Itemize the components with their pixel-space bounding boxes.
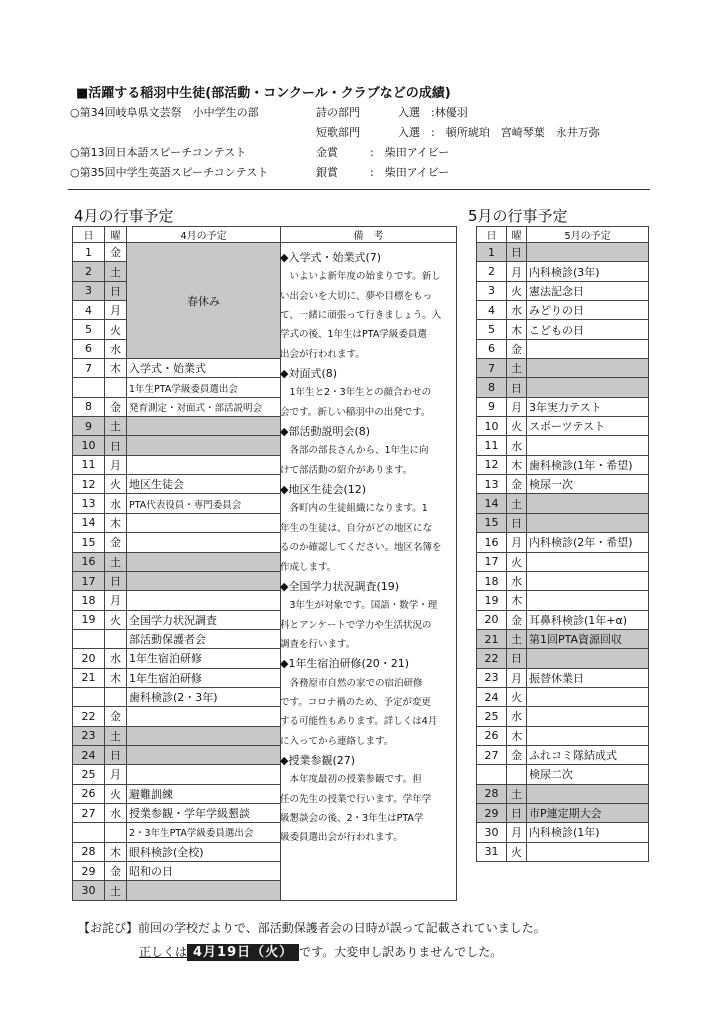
remarks-line: るのか確認してください。地区名簿を — [280, 542, 442, 554]
day-cell — [73, 629, 105, 648]
day-cell: 8 — [73, 397, 105, 416]
day-cell: 22 — [477, 649, 507, 668]
table-row — [477, 378, 649, 397]
day-cell: 15 — [73, 533, 105, 552]
april-header-plan: 4月の予定 — [127, 227, 281, 243]
event-cell: 眼科検診(全校) — [127, 842, 281, 861]
remarks-line: ◆全国学力状況調査(19) — [280, 579, 400, 593]
may-header-plan: 5月の予定 — [527, 227, 649, 243]
day-cell: 10 — [73, 436, 105, 455]
activity-poem-category: 詩の部門 — [316, 106, 360, 119]
table-row — [477, 745, 649, 764]
event-cell — [127, 726, 281, 745]
weekday-cell: 水 — [105, 339, 127, 358]
day-cell: 18 — [73, 591, 105, 610]
event-cell — [127, 436, 281, 455]
weekday-cell: 木 — [507, 320, 527, 339]
weekday-cell: 水 — [507, 301, 527, 320]
day-cell: 16 — [477, 533, 507, 552]
weekday-cell: 日 — [507, 378, 527, 397]
day-cell: 22 — [73, 707, 105, 726]
weekday-cell: 水 — [507, 707, 527, 726]
day-cell: 8 — [477, 378, 507, 397]
event-cell: みどりの日 — [527, 301, 649, 320]
day-cell: 16 — [73, 552, 105, 571]
weekday-cell: 土 — [105, 262, 127, 281]
day-cell: 3 — [73, 281, 105, 300]
weekday-cell: 火 — [105, 475, 127, 494]
weekday-cell: 水 — [507, 436, 527, 455]
weekday-cell: 火 — [507, 281, 527, 300]
weekday-cell — [105, 378, 127, 397]
day-cell: 23 — [477, 668, 507, 687]
weekday-cell: 金 — [507, 475, 527, 494]
activity-tanka-category: 短歌部門 — [316, 126, 360, 139]
event-cell: 検尿一次 — [527, 475, 649, 494]
may-header-week: 曜 — [507, 227, 527, 243]
day-cell: 30 — [477, 823, 507, 842]
weekday-cell: 月 — [507, 823, 527, 842]
day-cell: 18 — [477, 571, 507, 590]
remarks-line: ◆1年生宿泊研修(20・21) — [280, 657, 410, 671]
day-cell: 2 — [477, 262, 507, 281]
weekday-cell: 土 — [105, 417, 127, 436]
weekday-cell — [105, 687, 127, 706]
day-cell: 26 — [477, 726, 507, 745]
corrected-date: 4月19日（火） — [187, 944, 299, 961]
table-row — [477, 243, 649, 262]
day-cell: 29 — [477, 803, 507, 822]
weekday-cell: 木 — [105, 668, 127, 687]
remarks-line: 各務原市自然の家での宿泊研修 — [280, 677, 423, 689]
day-cell: 10 — [477, 417, 507, 436]
table-row — [477, 571, 649, 590]
day-cell: 23 — [73, 726, 105, 745]
event-cell — [527, 571, 649, 590]
event-cell: 全国学力状況調査 — [127, 610, 281, 629]
april-header-remarks: 備 考 — [281, 227, 457, 243]
achievements-heading: ■活躍する稲羽中生徒(部活動・コンクール・クラブなどの成績) — [76, 86, 451, 101]
remarks-line: 調査を行います。 — [280, 638, 356, 650]
weekday-cell: 水 — [507, 571, 527, 590]
weekday-cell: 日 — [507, 243, 527, 262]
remarks-line: ◆地区生徒会(12) — [280, 483, 367, 497]
weekday-cell: 日 — [507, 649, 527, 668]
remarks-line: する可能性もあります。詳しくは4月 — [280, 716, 438, 728]
weekday-cell: 土 — [507, 629, 527, 648]
weekday-cell: 金 — [105, 397, 127, 416]
apology-correction — [139, 941, 502, 960]
weekday-cell: 日 — [507, 803, 527, 822]
april-title: 4月の行事予定 — [74, 207, 174, 225]
weekday-cell — [105, 629, 127, 648]
day-cell: 2 — [73, 262, 105, 281]
remarks-line: ◆部活動説明会(8) — [280, 425, 371, 439]
event-cell — [527, 842, 649, 861]
day-cell: 4 — [73, 301, 105, 320]
remarks-line: 各部の部長さんから、1年生に向 — [280, 445, 429, 457]
weekday-cell: 金 — [507, 339, 527, 358]
day-cell: 28 — [477, 784, 507, 803]
remarks-line: 級懇談会の後、2・3年生はPTA学 — [280, 812, 424, 824]
day-cell: 1 — [73, 243, 105, 262]
event-cell: 部活動保護者会 — [127, 629, 281, 648]
day-cell — [73, 687, 105, 706]
event-cell — [127, 533, 281, 552]
table-row — [477, 494, 649, 513]
table-row — [477, 765, 649, 784]
weekday-cell: 金 — [105, 533, 127, 552]
event-cell: 歯科検診(1年・希望) — [527, 455, 649, 474]
weekday-cell: 日 — [105, 281, 127, 300]
weekday-cell — [105, 823, 127, 842]
remarks-line: ◆授業参観(27) — [280, 753, 356, 767]
event-cell — [527, 726, 649, 745]
day-cell: 11 — [73, 455, 105, 474]
event-cell: 1年生PTA学級委員選出会 — [127, 378, 281, 397]
remarks-line: 科とアンケートで学力や生活状況の — [280, 619, 432, 631]
may-title: 5月の行事予定 — [468, 207, 568, 225]
weekday-cell: 水 — [105, 494, 127, 513]
day-cell — [73, 378, 105, 397]
activity-japanese-prize: 金賞 — [316, 146, 338, 159]
day-cell: 21 — [477, 629, 507, 648]
table-row — [477, 262, 649, 281]
event-cell — [127, 881, 281, 900]
remarks-line: 出会が行われます。 — [280, 348, 365, 360]
table-row — [477, 475, 649, 494]
table-row — [477, 629, 649, 648]
weekday-cell: 火 — [507, 842, 527, 861]
day-cell: 12 — [477, 455, 507, 474]
apology-suffix: です。大変申し訳ありませんでした。 — [299, 945, 503, 959]
weekday-cell: 日 — [105, 745, 127, 764]
remarks-line: いよいよ新年度の始まりです。新し — [280, 271, 441, 283]
weekday-cell: 土 — [507, 359, 527, 378]
event-cell — [127, 417, 281, 436]
day-cell: 26 — [73, 784, 105, 803]
day-cell: 20 — [73, 649, 105, 668]
table-row — [477, 339, 649, 358]
weekday-cell: 木 — [507, 455, 527, 474]
event-cell: ふれコミ隊結成式 — [527, 745, 649, 764]
event-cell: 内科検診(3年) — [527, 262, 649, 281]
remarks-line: い出会いを大切に、夢や目標をもっ — [280, 290, 433, 302]
weekday-cell: 土 — [507, 494, 527, 513]
day-cell: 27 — [73, 803, 105, 822]
event-cell — [127, 513, 281, 532]
weekday-cell: 木 — [105, 842, 127, 861]
table-row — [477, 591, 649, 610]
day-cell: 19 — [477, 591, 507, 610]
activity-english-winner: : 柴田アイビー — [370, 166, 450, 179]
weekday-cell: 火 — [105, 320, 127, 339]
table-row — [477, 726, 649, 745]
event-cell: 避難訓練 — [127, 784, 281, 803]
day-cell: 7 — [477, 359, 507, 378]
activity-japanese-winner: : 柴田アイビー — [370, 146, 450, 159]
table-row — [477, 436, 649, 455]
table-row — [477, 417, 649, 436]
event-cell: 授業参観・学年学級懇談 — [127, 803, 281, 822]
day-cell: 25 — [73, 765, 105, 784]
spring-break-cell: 春休み — [127, 243, 281, 359]
event-cell — [527, 784, 649, 803]
weekday-cell: 月 — [105, 301, 127, 320]
table-row — [477, 301, 649, 320]
event-cell: 内科検診(1年) — [527, 823, 649, 842]
table-row — [477, 687, 649, 706]
event-cell: 3年実力テスト — [527, 397, 649, 416]
activity-poem-result: 入選 :林優羽 — [398, 106, 468, 119]
day-cell: 17 — [477, 552, 507, 571]
table-row — [477, 823, 649, 842]
event-cell — [527, 359, 649, 378]
day-cell — [73, 823, 105, 842]
event-cell — [527, 591, 649, 610]
day-cell: 9 — [477, 397, 507, 416]
day-cell: 17 — [73, 571, 105, 590]
event-cell — [527, 513, 649, 532]
table-row — [477, 707, 649, 726]
day-cell: 5 — [477, 320, 507, 339]
day-cell: 7 — [73, 359, 105, 378]
weekday-cell: 金 — [507, 745, 527, 764]
table-row — [477, 552, 649, 571]
event-cell — [527, 378, 649, 397]
weekday-cell: 火 — [507, 417, 527, 436]
weekday-cell: 月 — [507, 533, 527, 552]
remarks-line: 3年生が対象です。国語・数学・理 — [280, 600, 438, 612]
remarks-line: 学式の後、1年生はPTA学級委員選 — [280, 329, 427, 341]
april-header-day: 日 — [73, 227, 105, 243]
weekday-cell: 水 — [105, 803, 127, 822]
day-cell: 9 — [73, 417, 105, 436]
activity-japanese-speech: ○第13回日本語スピーチコンテスト — [70, 146, 247, 159]
april-header-week: 曜 — [105, 227, 127, 243]
table-row — [477, 320, 649, 339]
event-cell — [127, 591, 281, 610]
weekday-cell: 金 — [105, 862, 127, 881]
event-cell: 憲法記念日 — [527, 281, 649, 300]
april-remarks — [280, 248, 453, 878]
weekday-cell: 木 — [105, 359, 127, 378]
event-cell — [527, 494, 649, 513]
weekday-cell: 日 — [105, 436, 127, 455]
day-cell: 13 — [477, 475, 507, 494]
event-cell: 内科検診(2年・希望) — [527, 533, 649, 552]
weekday-cell: 月 — [507, 262, 527, 281]
event-cell: 発育測定・対面式・部活説明会 — [127, 397, 281, 416]
weekday-cell: 木 — [507, 591, 527, 610]
weekday-cell: 木 — [507, 726, 527, 745]
table-row — [477, 610, 649, 629]
event-cell: 歯科検診(2・3年) — [127, 687, 281, 706]
event-cell — [527, 707, 649, 726]
activity-english-prize: 銀賞 — [316, 166, 338, 179]
day-cell: 31 — [477, 842, 507, 861]
day-cell: 4 — [477, 301, 507, 320]
event-cell: 振替休業日 — [527, 668, 649, 687]
event-cell: 検尿二次 — [527, 765, 649, 784]
may-schedule-table — [476, 226, 649, 862]
weekday-cell: 日 — [105, 571, 127, 590]
remarks-line: です。コロナ禍のため、予定が変更 — [280, 696, 431, 708]
day-cell: 3 — [477, 281, 507, 300]
weekday-cell: 火 — [105, 784, 127, 803]
day-cell: 24 — [477, 687, 507, 706]
april-header-row — [73, 227, 457, 243]
event-cell — [127, 552, 281, 571]
remarks-line: 1年生と2・3年生との顔合わせの — [280, 387, 432, 399]
weekday-cell: 金 — [105, 243, 127, 262]
weekday-cell: 土 — [507, 784, 527, 803]
day-cell: 25 — [477, 707, 507, 726]
remarks-line: 各町内の生徒組織になります。1 — [280, 503, 428, 515]
remarks-line: 会です。新しい稲羽中の出発です。 — [280, 406, 431, 418]
event-cell — [127, 707, 281, 726]
event-cell: 昭和の日 — [127, 862, 281, 881]
event-cell: 入学式・始業式 — [127, 359, 281, 378]
remarks-line: 級委員選出会が行われます。 — [280, 832, 403, 844]
event-cell: PTA代表役員・専門委員会 — [127, 494, 281, 513]
event-cell — [527, 687, 649, 706]
table-row — [477, 668, 649, 687]
event-cell: 1年生宿泊研修 — [127, 649, 281, 668]
table-row — [477, 533, 649, 552]
activity-english-speech: ○第35回中学生英語スピーチコンテスト — [70, 166, 269, 179]
apology-notice: 【お詫び】前回の学校だよりで、部活動保護者会の日時が誤って記載されていました。 — [78, 921, 546, 935]
remarks-line: 年生の生徒は、自分がどの地区にな — [280, 522, 433, 534]
table-row — [477, 281, 649, 300]
day-cell: 14 — [73, 513, 105, 532]
may-header-row — [477, 227, 649, 243]
table-row — [477, 359, 649, 378]
remarks-line: けて部活動の紹介があります。 — [280, 464, 413, 476]
event-cell — [527, 436, 649, 455]
day-cell: 21 — [73, 668, 105, 687]
day-cell: 6 — [477, 339, 507, 358]
weekday-cell: 日 — [507, 513, 527, 532]
day-cell: 14 — [477, 494, 507, 513]
event-cell — [127, 745, 281, 764]
day-cell: 15 — [477, 513, 507, 532]
apology-prefix: 正しくは — [139, 945, 188, 959]
event-cell — [127, 455, 281, 474]
table-row — [477, 397, 649, 416]
day-cell: 24 — [73, 745, 105, 764]
remarks-line: て、一緒に頑張って行きましょう。入 — [280, 310, 442, 322]
day-cell: 6 — [73, 339, 105, 358]
weekday-cell: 月 — [507, 668, 527, 687]
event-cell — [527, 649, 649, 668]
day-cell: 12 — [73, 475, 105, 494]
day-cell: 11 — [477, 436, 507, 455]
event-cell — [127, 765, 281, 784]
table-row — [477, 803, 649, 822]
weekday-cell: 金 — [507, 610, 527, 629]
day-cell: 28 — [73, 842, 105, 861]
may-header-day: 日 — [477, 227, 507, 243]
table-row — [477, 784, 649, 803]
weekday-cell: 土 — [105, 881, 127, 900]
weekday-cell: 月 — [507, 397, 527, 416]
table-row — [477, 842, 649, 861]
event-cell: スポーツテスト — [527, 417, 649, 436]
weekday-cell: 月 — [105, 455, 127, 474]
weekday-cell: 木 — [105, 513, 127, 532]
remarks-line: に入ってから連絡します。 — [280, 735, 394, 747]
event-cell — [527, 339, 649, 358]
event-cell: 第1回PTA資源回収 — [527, 629, 649, 648]
weekday-cell: 月 — [105, 591, 127, 610]
weekday-cell: 月 — [105, 765, 127, 784]
weekday-cell: 火 — [507, 552, 527, 571]
event-cell — [527, 552, 649, 571]
remarks-line: ◆入学式・始業式(7) — [280, 251, 382, 264]
activity-tanka-result: 入選 : 頓所琥珀 宮崎琴葉 永井万弥 — [398, 126, 600, 139]
event-cell: 地区生徒会 — [127, 475, 281, 494]
event-cell — [527, 243, 649, 262]
weekday-cell — [507, 765, 527, 784]
day-cell: 27 — [477, 745, 507, 764]
day-cell: 13 — [73, 494, 105, 513]
event-cell: 耳鼻科検診(1年+α) — [527, 610, 649, 629]
weekday-cell: 土 — [105, 552, 127, 571]
day-cell: 30 — [73, 881, 105, 900]
weekday-cell: 火 — [105, 610, 127, 629]
day-cell — [477, 765, 507, 784]
remarks-line: 作成します。 — [280, 561, 337, 573]
day-cell: 5 — [73, 320, 105, 339]
day-cell: 1 — [477, 243, 507, 262]
event-cell: 2・3年生PTA学級委員選出会 — [127, 823, 281, 842]
weekday-cell: 金 — [105, 707, 127, 726]
event-cell: 市P連定期大会 — [527, 803, 649, 822]
weekday-cell: 水 — [105, 649, 127, 668]
day-cell: 20 — [477, 610, 507, 629]
day-cell: 29 — [73, 862, 105, 881]
section-divider — [68, 189, 650, 190]
day-cell: 19 — [73, 610, 105, 629]
remarks-line: 任の先生の授業で行います。学年学 — [280, 793, 432, 805]
event-cell: こどもの日 — [527, 320, 649, 339]
table-row — [477, 455, 649, 474]
remarks-line: 本年度最初の授業参観です。担 — [280, 774, 422, 786]
remarks-line: ◆対面式(8) — [280, 367, 338, 381]
weekday-cell: 火 — [507, 687, 527, 706]
weekday-cell: 土 — [105, 726, 127, 745]
table-row — [477, 513, 649, 532]
activity-bungeisai: ○第34回岐阜県文芸祭 小中学生の部 — [70, 106, 259, 119]
event-cell: 1年生宿泊研修 — [127, 668, 281, 687]
event-cell — [127, 571, 281, 590]
table-row — [477, 649, 649, 668]
